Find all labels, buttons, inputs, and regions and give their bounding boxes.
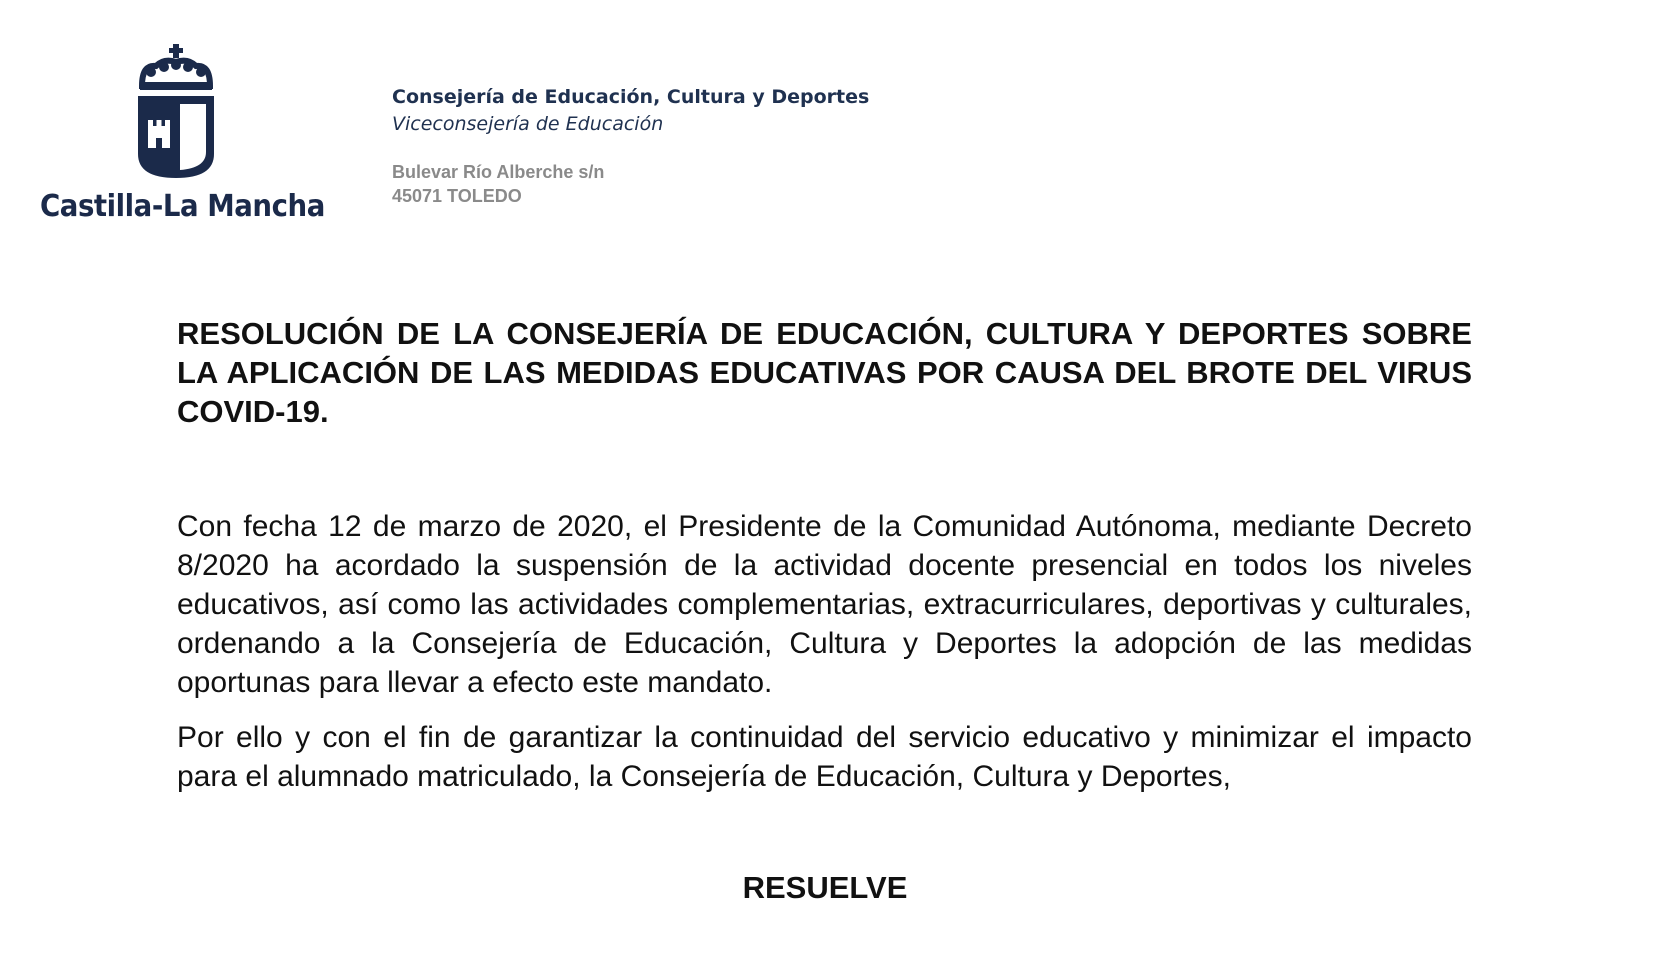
resolves-heading: RESUELVE <box>742 870 908 905</box>
department-name: Consejería de Educación, Cultura y Deportes <box>392 86 870 108</box>
logo-wordmark: Castilla-La Mancha <box>40 189 325 224</box>
paragraph: Con fecha 12 de marzo de 2020, el Presidente de la Comunidad Autónoma, mediante Decreto 8/2020 ha acordado la suspensión de la actividad docente presencial en todos los niveles educativos, así como las actividades complementarias, extracurriculares, deportivas y culturales, ordenando a la Consejería de Educación, Cultura y Deportes la adopción de las medidas oportunas para llevar a efecto este mandato. <box>177 510 1472 699</box>
address-line-2: 45071 TOLEDO <box>392 186 522 206</box>
subdepartment-name: Viceconsejería de Educación <box>392 113 664 135</box>
coat-of-arms-icon <box>136 44 216 182</box>
paragraph: Por ello y con el fin de garantizar la continuidad del servicio educativo y minimizar el impacto para el alumnado matriculado, la Consejería de Educación, Cultura y Deportes, <box>177 721 1472 793</box>
address <box>392 160 869 208</box>
letterhead-info <box>392 84 869 208</box>
address-line-1: Bulevar Río Alberche s/n <box>392 162 605 182</box>
document-title: RESOLUCIÓN DE LA CONSEJERÍA DE EDUCACIÓN, CULTURA Y DEPORTES SOBRE LA APLICACIÓN DE LAS MEDIDAS EDUCATIVAS POR CAUSA DEL BROTE DEL VIRUS COVID-19. <box>177 316 1472 429</box>
logo <box>40 44 325 234</box>
